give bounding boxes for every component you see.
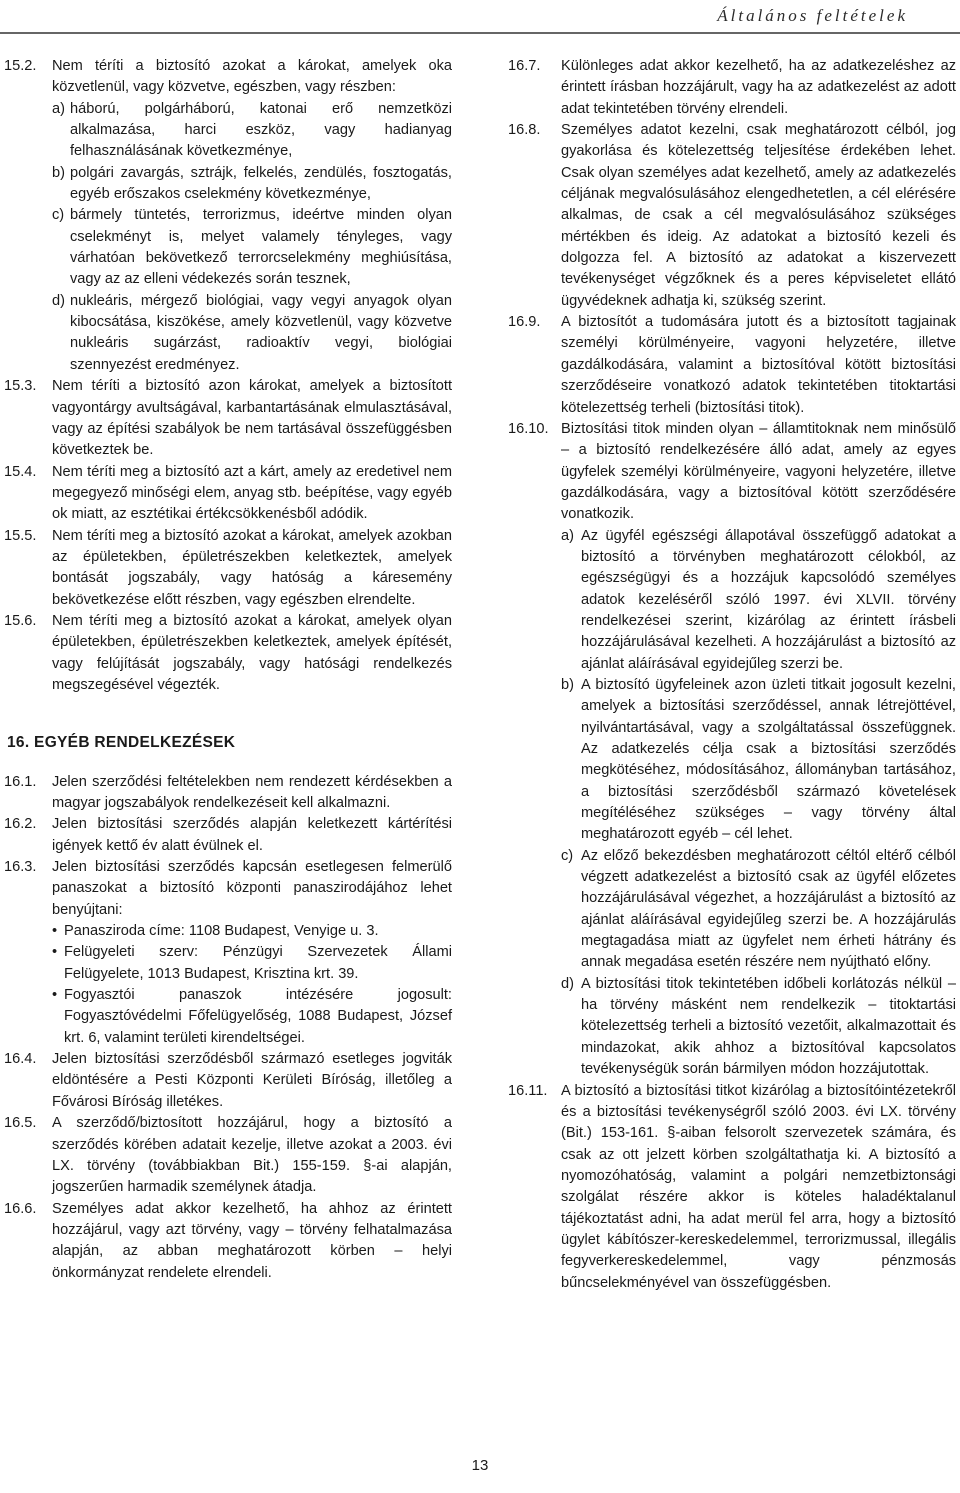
sub-clause-wrapper: [508, 526, 956, 675]
clause-text: Személyes adatot kezelni, csak meghatározott célból, jog gyakorlása és kötelezettség teljesítése érdekében lehet. Csak olyan személyes adat kezelhető, amely az adatkezelés céljának megvalósulásához elengedhetetlen, a cél elérésére alkalmas, de csak a cél megvalósulásához szükséges mértékben és ideig. Az adatokat a biztosító kezeli és dolgozza fel. A biztosító az adatokat a kiszervezett tevékenységet végzőknek és a peres képviseletet ellátó ügyvédeknek adhatja ki, szükség szerint.: [561, 122, 956, 309]
clause-item: [4, 376, 452, 461]
right-column: [508, 56, 956, 1294]
sub-clause-wrapper: [508, 846, 956, 974]
sub-clause-text: Az ügyfél egészségi állapotával összefüggő adatokat a biztosító a törvényben meghatározott célokból, az egészségügyi és a hozzájuk kapcsolódó személyes adatok kezeléséről szóló 1997. évi XLVII. törvény rendelkezései szerint, kizárólag az érintett írásbeli hozzájárulásával kezelheti. A hozzájárulást a biztosító az ajánlat aláírásával egyidejűleg szerzi be.: [581, 527, 956, 672]
clause-item: [4, 526, 452, 611]
sub-clause: [52, 99, 452, 163]
sub-clause-text: bármely tüntetés, terrorizmus, ideértve minden olyan cselekményt is, melyet valamely tényleges, vagy várhatóan bekövetkező terrorcselekmény meghiúsítása, vagy az az elleni védekezés során tesznek,: [70, 207, 452, 288]
bullet-text: Panasziroda címe: 1108 Budapest, Venyige u. 3.: [64, 923, 379, 940]
clause-item: [4, 1049, 452, 1113]
bullet-wrapper: [4, 942, 452, 985]
clause-number: 15.6.: [4, 612, 37, 629]
clause-number: 16.10.: [508, 420, 549, 437]
clause-text: Személyes adat akkor kezelhető, ha ahhoz az érintett hozzájárul, vagy azt törvény, vagy – törvény felhatalmazása alapján, az abban meghatározott körben – helyi önkormányzat rendelete elrendeli.: [52, 1200, 452, 1281]
sub-clause-wrapper: [4, 205, 452, 290]
sub-clause-text: A biztosító ügyfeleinek azon üzleti titkait jogosult kezelni, amelyek a biztosítási szerződéssel, annak létrejöttével, nyilvántartásával, vagy a szolgáltatással összefüggnek. Az adatkezelés célja csak a biztosítási szerződés megkötéséhez, módosításához, állományban tartásához, a biztosítási szerződésből származó követelések megítéléséhez szükséges – vagy törvény által meghatározott egyéb – cél lehet.: [581, 676, 956, 843]
clause-number: 16.5.: [4, 1115, 37, 1132]
sub-clause-wrapper: [508, 675, 956, 846]
bullet-text: Felügyeleti szerv: Pénzügyi Szervezetek Állami Felügyelete, 1013 Budapest, Krisztina krt. 39.: [64, 944, 452, 982]
clause-text: Jelen biztosítási szerződés alapján keletkezett kártérítési igények kettő év alatt évülnek el.: [52, 816, 452, 854]
sub-clause: [561, 846, 956, 974]
sub-clause-wrapper: [4, 291, 452, 376]
sub-clause-label: d): [52, 292, 65, 309]
sub-clause-label: b): [52, 164, 65, 181]
clause-text: Különleges adat akkor kezelhető, ha az adatkezeléshez az érintett írásban hozzájárult, vagy ha az adatkezelést az adott adat tekintetében törvény elrendeli.: [561, 58, 956, 117]
sub-clause-label: d): [561, 975, 574, 992]
clause-item: [4, 857, 452, 921]
sub-clause: [52, 291, 452, 376]
sub-clause: [561, 675, 956, 846]
clause-number: 16.4.: [4, 1051, 37, 1068]
clause-text: Nem téríti meg a biztosító azokat a károkat, amelyek olyan épületekben, épületrészekben keletkeztek, amelyek építését, vagy felújítását jogszabály, vagy hatósági rendelkezés megszegésével végezték.: [52, 612, 452, 693]
sub-clause-label: b): [561, 676, 574, 693]
bullet-dot-icon: •: [52, 944, 58, 961]
sub-clause: [52, 205, 452, 290]
sub-clause-label: a): [561, 527, 574, 544]
clause-number: 16.6.: [4, 1200, 37, 1217]
clause-text: Nem téríti a biztosító azon károkat, amelyek a biztosított vagyontárgy avultságával, karbantartásának elmulasztásával, vagy az építési szabályok be nem tartásával összefüggésben következtek be.: [52, 378, 452, 459]
bullet-wrapper: [4, 921, 452, 942]
clause-text: Nem téríti meg a biztosító azt a kárt, amely az eredetivel nem megegyező minőségi elem, anyag stb. beépítése, vagy egyéb ok miatt, az esztétikai értékcsökkenésből adódik.: [52, 463, 452, 523]
left-column: [4, 56, 452, 1284]
clause-number: 16.2.: [4, 816, 37, 833]
bullet-item: [52, 942, 452, 985]
clause-text: Jelen biztosítási szerződésből származó esetleges jogviták eldöntésére a Pesti Központi Kerületi Bíróság, illetőleg a Fővárosi Bíróság illetékes.: [52, 1051, 452, 1110]
sub-clause-label: a): [52, 100, 65, 117]
clause-number: 16.1.: [4, 773, 37, 790]
clause-number: 16.7.: [508, 58, 541, 74]
clause-item: [4, 611, 452, 696]
clause-item: [4, 814, 452, 857]
bullet-wrapper: [4, 985, 452, 1049]
clause-text: Biztosítási titok minden olyan – államtitoknak nem minősülő – a biztosító rendelkezésére álló adat, amely az egyes ügyfelek személyi körülményeire, vagyoni helyzetére, illetve gazdálkodására, vagy a biztosítóval kötött szerződésére vonatkozik.: [561, 420, 956, 523]
bullet-text: Fogyasztói panaszok intézésére jogosult: Fogyasztóvédelmi Főfelügyelőség, 1088 Budapest, József krt. 6, valamint területi kirendeltségei.: [64, 987, 452, 1046]
bullet-dot-icon: •: [52, 923, 58, 940]
clause-item: [4, 1113, 452, 1198]
sub-clause-wrapper: [508, 974, 956, 1081]
clause-text: Nem téríti a biztosító azokat a károkat, amelyek oka közvetlenül, vagy közvetve, egészben, vagy részben:: [52, 58, 452, 96]
sub-clause-text: Az előző bekezdésben meghatározott céltól eltérő célból végzett adatkezelést a biztosító csak az ügyfél előzetes hozzájárulásával végezhet, a hozzájárulást a biztosító az ajánlat aláírásával egyidejűleg szerzi be. A hozzájárulás megtagadása miatt az ügyfelet nem érheti hátrány és annak megadása esetén részére nem nyújtható előny.: [581, 847, 956, 971]
clause-number: 15.4.: [4, 463, 37, 480]
bullet-dot-icon: •: [52, 987, 58, 1004]
sub-clause-label: c): [52, 207, 65, 224]
clause-text: A szerződő/biztosított hozzájárul, hogy a biztosító a szerződés körében adatait kezelje, illetve azokat a 2003. évi LX. törvény (továbbiakban Bit.) 155-159. §-ai alapján, jogszerűen harmadik személynek átadja.: [52, 1115, 452, 1196]
clause-item: [508, 312, 956, 419]
running-header: Általános feltételek: [717, 6, 908, 25]
clause-item: [508, 1081, 956, 1294]
clause-item: [4, 772, 452, 815]
page-number: 13: [471, 1457, 489, 1474]
clause-item: [508, 56, 956, 120]
clause-number: 16.9.: [508, 314, 541, 331]
sub-clause: [561, 526, 956, 675]
sub-clause-wrapper: [4, 163, 452, 206]
clause-number: 15.5.: [4, 527, 37, 544]
clause-text: A biztosítót a tudomására jutott és a biztosított tagjainak személyi körülményeire, vagyoni helyzetére, illetve gazdálkodására, valamint a biztosítóval kötött biztosítási szerződéseire vonatkozó adatok tekintetében titoktartási kötelezettség terheli (biztosítási titok).: [561, 314, 956, 416]
clause-text: Jelen biztosítási szerződés kapcsán esetlegesen felmerülő panaszokat a biztosító központi panaszirodájához lehet benyújtani:: [52, 859, 452, 918]
clause-number: 15.3.: [4, 378, 37, 395]
left-items: [4, 56, 452, 696]
clause-item: [4, 462, 452, 526]
clause-text: A biztosító a biztosítási titkot kizárólag a biztosítóintézetekről és a biztosítási tevékenységről szóló 2003. évi LX. törvény (Bit.) 153-161. §-aiban felsorolt szervezetek számára, és csak az ott jelzett körben szolgáltathatja ki. A biztosító a nyomozóhatóság, valamint a polgári nemzetbiztonsági szolgálat részére akkor is köteles haladéktalanul tájékoztatást adni, ha adat merül fel arra, hogy a biztosító ügylet kábítószer-kereskedelemmel, terrorizmussal, illegális fegyverkereskedelemmel, vagy pénzmosás bűncselekményével van összefüggésben.: [561, 1082, 956, 1291]
sub-clause-text: nukleáris, mérgező biológiai, vagy vegyi anyagok olyan kibocsátása, kiszökése, amely közvetlenül, vagy közvetve nukleáris sugárzást, radioaktív vegyi, biológiai szennyezést eredményez.: [70, 292, 452, 373]
sub-clause-text: polgári zavargás, sztrájk, felkelés, zendülés, fosztogatás, egyéb erőszakos cselekmény következménye,: [70, 164, 452, 203]
clause-text: Nem téríti meg a biztosító azokat a károkat, amelyek azokban az épületekben, épületrészekben keletkeztek, amelyek bontását jogszabály, vagy hatóság a káresemény bekövetkezése előtt részben, vagy egészben elrendelte.: [52, 527, 452, 608]
sub-clause-label: c): [561, 847, 574, 864]
bullet-item: [52, 985, 452, 1049]
clause-number: 16.11.: [508, 1082, 548, 1099]
bullet-item: [52, 921, 452, 942]
section-heading: 16. EGYÉB RENDELKEZÉSEK: [7, 734, 236, 752]
sub-clause: [561, 974, 956, 1081]
clause-number: 16.8.: [508, 122, 541, 139]
clause-text: Jelen szerződési feltételekben nem rendezett kérdésekben a magyar jogszabályok rendelkezéseit kell alkalmazni.: [52, 773, 452, 811]
clause-item: [508, 120, 956, 312]
right-items: [508, 56, 956, 1294]
sub-clause-text: háború, polgárháború, katonai erő nemzetközi alkalmazása, harci eszköz, vagy hadianyag felhasználásának következménye,: [70, 100, 452, 160]
clause-item: [4, 56, 452, 99]
section-items: [4, 772, 452, 1284]
header-rule: [0, 32, 960, 34]
clause-item: [508, 419, 956, 526]
sub-clause: [52, 163, 452, 206]
clause-item: [4, 1199, 452, 1284]
sub-clause-wrapper: [4, 99, 452, 163]
clause-number: 15.2.: [4, 58, 37, 74]
clause-number: 16.3.: [4, 859, 37, 876]
sub-clause-text: A biztosítási titok tekintetében időbeli korlátozás nélkül – ha törvény másként nem rendelkezik – titoktartási kötelezettség terheli a biztosító vezetőit, alkalmazottait és mindazokat, akik ahhoz a biztosítóval kapcsolatos tevékenységük során bármilyen módon hozzájutottak.: [581, 975, 956, 1078]
